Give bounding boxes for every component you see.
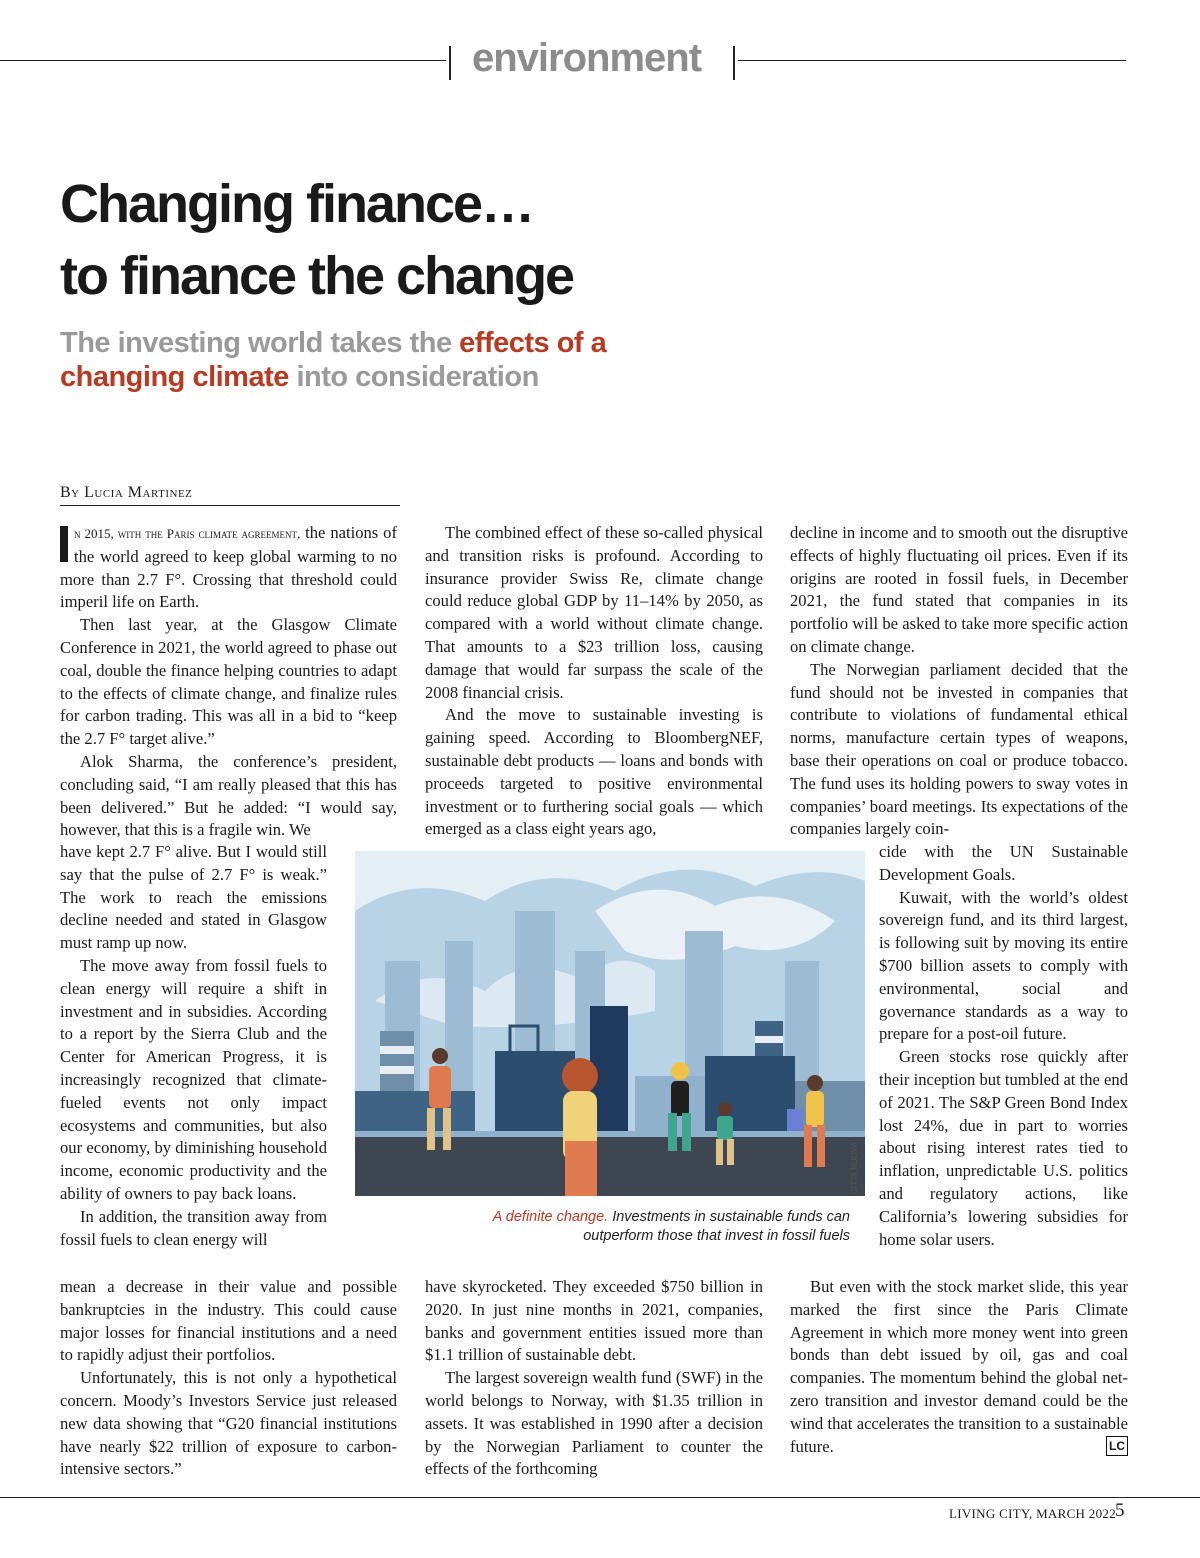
headline-line-1: Changing finance… bbox=[60, 174, 534, 234]
intro-lead: n 2015, with the Paris climate agreement, bbox=[74, 526, 301, 541]
paragraph: Then last year, at the Glasgow Climate Conference in 2021, the world agreed to phase out coal, double the finance helping countries to adapt to the effects of climate change, and finalize rules for carbon trading. This was all in a bid to “keep the 2.7 F° target alive.” bbox=[60, 615, 397, 749]
image-caption bbox=[430, 1208, 850, 1246]
paragraph: cide with the UN Sustainable Development Goals. bbox=[879, 842, 1128, 884]
photo-credit: CITTA NUOVA bbox=[850, 1142, 859, 1195]
header-tick-right bbox=[733, 46, 735, 80]
drop-cap bbox=[60, 526, 68, 562]
deck-highlight: effects of a changing climate bbox=[60, 327, 607, 393]
column-1-top bbox=[60, 522, 397, 842]
intro-rest: the nations of the world agreed to keep global warming to no more than 2.7 F°. Crossing that threshold could imperil life on Earth. bbox=[60, 523, 397, 612]
paragraph: The combined effect of these so-called physical and transition risks is profound. According to insurance provider Swiss Re, climate change could reduce global GDP by 11–14% by 2050, as compared with a world without climate change. That amounts to a $23 trillion loss, causing damage that would far surpass the scale of the 2008 financial crisis. bbox=[425, 523, 763, 702]
column-1-wrap bbox=[60, 841, 327, 1251]
column-2-bottom bbox=[425, 1276, 763, 1481]
paragraph: Alok Sharma, the conference’s president, concluding said, “I am really pleased that this has been delivered.” But he added: “I would say, however, that this is a fragile win. We bbox=[60, 751, 397, 840]
column-3-wrap bbox=[879, 841, 1128, 1251]
section-label: environment bbox=[472, 36, 702, 80]
end-mark-logo: LC bbox=[1106, 1436, 1128, 1456]
paragraph-intro bbox=[60, 522, 397, 614]
footer-rule bbox=[0, 1497, 1200, 1498]
deck-post: into consideration bbox=[288, 361, 539, 393]
paragraph: Kuwait, with the world’s oldest sovereign fund, and its third largest, is following suit by moving its entire $700 billion assets to comply with environmental, social and governance standards as a way to prepare for a post-oil future. bbox=[879, 887, 1128, 1044]
column-3-top bbox=[790, 522, 1128, 841]
paragraph: The Norwegian parliament decided that the fund should not be invested in companies that contribute to violations of fundamental ethical norms, manufacture certain types of weapons, base their operations on coal or produce tobacco. The fund uses its holding powers to sway votes in companies’ board meetings. Its expectations of the companies largely coin- bbox=[790, 659, 1128, 839]
paragraph: Green stocks rose quickly after their inception but tumbled at the end of 2021. The S&P Green Bond Index lost 24%, due in part to worries about rising interest rates tied to inflation, unpredictable U.S. politics and regulatory actions, like California’s lowering subsidies for home solar users. bbox=[879, 1047, 1128, 1249]
byline: By Lucia Martinez bbox=[60, 484, 400, 506]
headline bbox=[60, 168, 573, 312]
paragraph: decline in income and to smooth out the disruptive effects of highly fluctuating oil prices. Even if its origins are rooted in fossil fuels, in December 2021, the fund stated that companies in its portfolio will be asked to take more specific action on climate change. bbox=[790, 523, 1128, 656]
paragraph: Unfortunately, this is not only a hypothetical concern. Moody’s Investors Service just released new data showing that “G20 financial institutions have nearly $22 trillion of exposure to carbon-intensive sectors.” bbox=[60, 1368, 397, 1479]
header-rule-left bbox=[0, 60, 446, 61]
page-number: 5 bbox=[1115, 1500, 1125, 1521]
footer-publication: LIVING CITY, MARCH 2022 bbox=[949, 1506, 1116, 1521]
paragraph: The move away from fossil fuels to clean energy will require a shift in investment and in subsidies. According to a report by the Sierra Club and the Center for American Progress, it is increasingly recognized that climate-fueled events not only impact ecosystems and communities, but also our economy, by diminishing household income, economic productivity and the ability of owners to pay back loans. bbox=[60, 955, 327, 1203]
caption-text: Investments in sustainable funds can outperform those that invest in fossil fuels bbox=[583, 1209, 850, 1244]
column-3-bottom bbox=[790, 1276, 1128, 1458]
column-1-bottom bbox=[60, 1276, 397, 1481]
header-rule-right bbox=[738, 60, 1126, 61]
paragraph: The largest sovereign wealth fund (SWF) in the world belongs to Norway, with $1.35 trillion in assets. It was established in 1990 after a decision by the Norwegian Parliament to counter the effects of the forthcoming bbox=[425, 1368, 763, 1479]
caption-lead: A definite change. bbox=[492, 1209, 609, 1225]
paragraph: have skyrocketed. They exceeded $750 billion in 2020. In just nine months in 2021, companies, banks and government entities issued more than $1.1 trillion of sustainable debt. bbox=[425, 1277, 763, 1365]
illustration-industrial-city bbox=[355, 851, 865, 1196]
paragraph: have kept 2.7 F° alive. But I would still say that the pulse of 2.7 F° is weak.” The work to reach the emissions decline needed and stated in Glasgow must ramp up now. bbox=[60, 842, 327, 953]
deck bbox=[60, 326, 700, 394]
paragraph: In addition, the transition away from fossil fuels to clean energy will bbox=[60, 1206, 327, 1249]
column-2-top bbox=[425, 522, 763, 841]
deck-pre: The investing world takes the bbox=[60, 327, 460, 359]
headline-line-2: to finance the change bbox=[60, 246, 574, 306]
paragraph: mean a decrease in their value and possible bankruptcies in the industry. This could cause major losses for financial institutions and a need to rapidly adjust their portfolios. bbox=[60, 1277, 397, 1365]
paragraph: But even with the stock market slide, this year marked the first since the Paris Climate Agreement in which more money went into green bonds than debt issued by oil, gas and coal companies. The momentum behind the global net-zero transition and investor demand could be the wind that accelerates the transition to a sustainable future. bbox=[790, 1277, 1128, 1456]
paragraph: And the move to sustainable investing is gaining speed. According to BloombergNEF, sustainable debt products — loans and bonds with proceeds targeted to positive environmental investment or to furthering social goals — which emerged as a class eight years ago, bbox=[425, 705, 763, 839]
header-tick-left bbox=[449, 46, 451, 80]
